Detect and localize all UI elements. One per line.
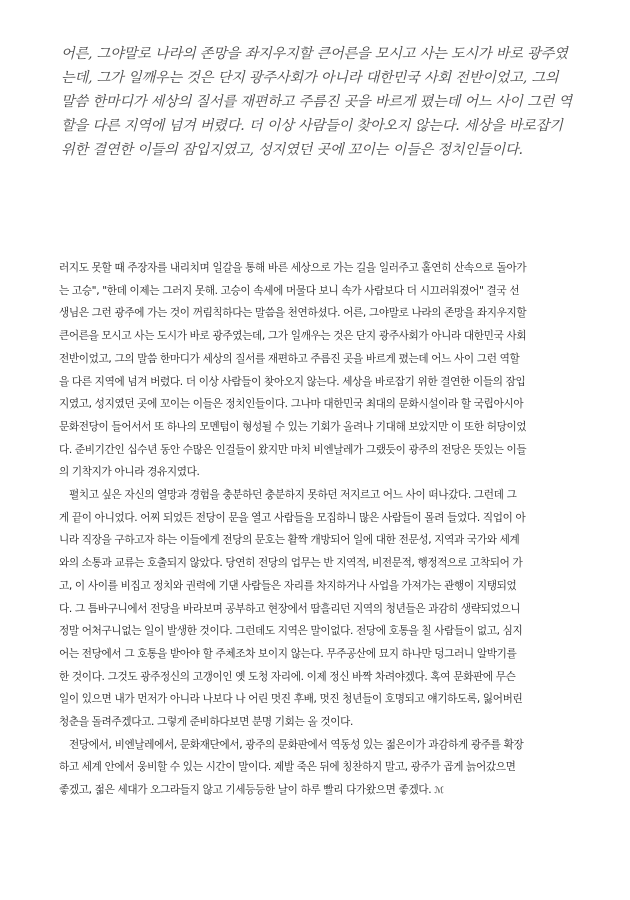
body-line: 을 다른 지역에 넘겨 버렸다. 더 이상 사람들이 찾아오지 않는다. 세상을 바로잡기 위한 결연한 이들의 잠입 [59,375,526,388]
body-line: 게 끝이 아니었다. 어찌 되었든 전당이 문을 열고 사람들을 모집하니 많은 사람들이 몰려 들었다. 직업이 아 [59,511,526,524]
body-line: 일이 있으면 내가 먼저가 아니라 나보다 나 어린 멋진 후배, 멋진 청년들이 호명되고 얘기하도록, 잃어버린 [59,693,523,706]
body-line-text: 좋겠고, 젊은 세대가 오그라들지 않고 기세등등한 날이 하루 빨리 다가왔으면 좋겠다. [59,784,432,797]
paragraph-2 [59,484,579,734]
body-line: 큰어른을 모시고 사는 도시가 바로 광주였는데, 그가 일깨우는 것은 단지 광주사회가 아니라 대한민국 사회 [59,330,527,343]
body-line: 고, 이 사이를 비집고 정치와 권력에 기댄 사람들은 자리를 차지하거나 사업을 가져가는 관행이 지탱되었 [59,579,517,592]
body-line: 의 기착지가 아니라 경유지였다. [59,466,200,479]
body-line [59,779,579,803]
body-line: 다. 그 틈바구니에서 전당을 바라보며 공부하고 현장에서 땀흘리던 지역의 청년들은 과감히 생략되었으니 [59,602,521,615]
pull-quote-line: 어른, 그야말로 나라의 존망을 좌지우지할 큰어른을 모시고 사는 도시가 바로 광주였 [61,46,568,62]
pull-quote-line: 위한 결연한 이들의 잠입지였고, 성지였던 곳에 꼬이는 이들은 정치인들이다. [61,142,523,158]
end-mark-icon: ℳ [434,786,444,797]
body-line: 문화전당이 들어서서 또 하나의 모멘텀이 형성될 수 있는 기회가 올려나 기대해 보았지만 이 또한 허당이었 [59,420,527,433]
paragraph-1 [59,257,579,484]
body-line: 와의 소통과 교류는 호출되지 않았다. 당연히 전당의 업무는 반 지역적, 비전문적, 행정적으로 고착되어 가 [59,557,523,570]
article-body [59,257,579,803]
body-line: 펼치고 싶은 자신의 열망과 경험을 충분하던 충분하지 못하던 저지르고 어느 사이 떠나갔다. 그런데 그 [69,489,517,502]
body-line: 생님은 그런 광주에 가는 것이 꺼림칙하다는 말씀을 천연하셨다. 어른, 그야말로 나라의 존망을 좌지우지할 [59,307,527,320]
body-line: 하고 세계 안에서 웅비할 수 있는 시간이 말이다. 제발 죽은 뒤에 칭찬하지 말고, 광주가 곱게 늙어갔으면 [59,761,516,774]
pull-quote-line: 는데, 그가 일깨우는 것은 단지 광주사회가 아니라 대한민국 사회 전반이었고, 그의 [61,70,559,86]
body-line: 전반이었고, 그의 말씀 한마디가 세상의 질서를 재편하고 주름진 곳을 바르게 폈는데 어느 사이 그런 역할 [59,352,520,365]
body-line: 러지도 못할 때 주장자를 내리치며 일갈을 통해 바른 세상으로 가는 길을 일러주고 홀연히 산속으로 돌아가 [59,262,527,274]
body-line: 한 것이다. 그것도 광주정신의 고갱이인 옛 도청 자리에. 이제 정신 바짝 차려야겠다. 혹여 문화판에 무슨 [59,670,516,683]
body-line: 지였고, 성지였던 곳에 꼬이는 이들은 정치인들이다. 그나마 대한민국 최대의 문화시설이라 할 국립아시아 [59,398,524,411]
body-line: 전당에서, 비엔날레에서, 문화재단에서, 광주의 문화판에서 역동성 있는 젊은이가 과감하게 광주를 확장 [69,738,524,751]
pull-quote-line: 할을 다른 지역에 넘겨 버렸다. 더 이상 사람들이 찾아오지 않는다. 세상을 바로잡기 [61,118,563,134]
paragraph-3 [59,734,579,803]
body-line: 청춘을 돌려주겠다고. 그렇게 준비하다보면 분명 기회는 올 것이다. [59,716,354,729]
body-line: 다. 준비기간인 십수년 동안 수많은 인걸들이 왔지만 마치 비엔날레가 그랬듯이 광주의 전당은 뜻있는 이들 [59,443,527,456]
body-line: 어는 전당에서 그 호통을 받아야 할 주체조차 보이지 않는다. 무주공산에 묘지 하나만 덩그러니 알박기를 [59,647,517,660]
body-line: 정말 어처구니없는 일이 발생한 것이다. 그런데도 지역은 말이없다. 전당에 호통을 칠 사람들이 없고, 심지 [59,625,523,638]
body-line: 는 고승", "한데 이제는 그러지 못해. 고승이 속세에 머물다 보니 속가 사람보다 더 시끄러워졌어" 결국 선 [59,284,520,297]
body-line: 니라 직장을 구하고자 하는 이들에게 전당의 문호는 활짝 개방되어 일에 대한 전문성, 지역과 국가와 세계 [59,534,520,547]
pull-quote [61,42,576,162]
pull-quote-line: 말씀 한마디가 세상의 질서를 재편하고 주름진 곳을 바르게 폈는데 어느 사이 그런 역 [61,94,572,110]
